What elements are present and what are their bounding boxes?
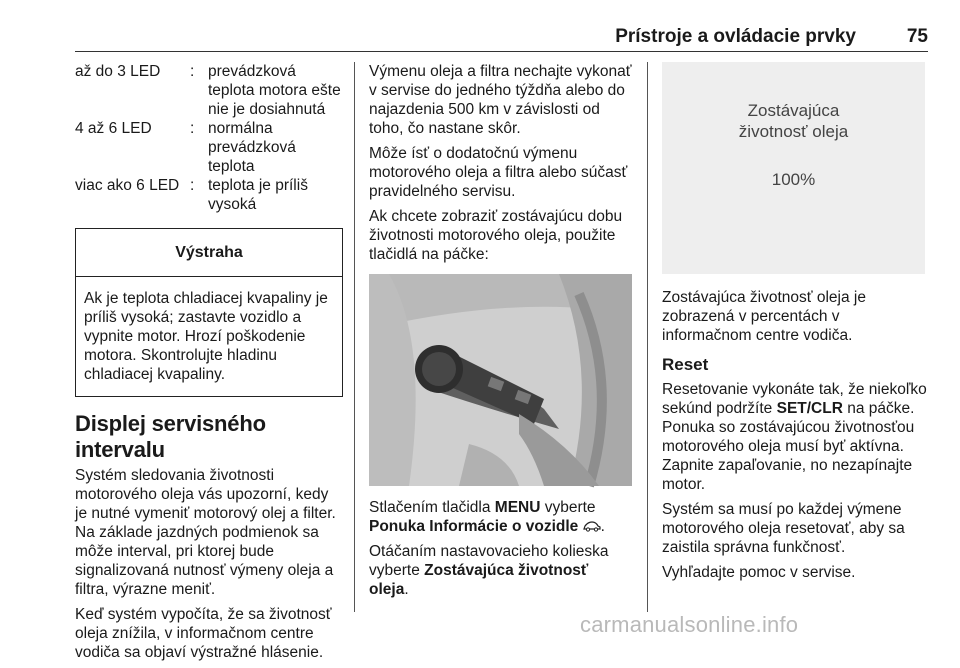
reset-heading: Reset <box>662 355 709 374</box>
paragraph: Môže ísť o dodatočnú výmenu motorového oleja a filtra alebo súčasť pravidelného servisu. <box>369 145 628 200</box>
column-divider <box>354 62 355 612</box>
section-heading: Displej servisného intervalu <box>75 411 266 462</box>
oil-life-value: 100% <box>771 170 816 189</box>
led-range: 4 až 6 LED <box>75 120 152 137</box>
paragraph: Ak chcete zobraziť zostávajúcu dobu životnosti motorového oleja, použite tlačidlá na páčke: <box>369 208 623 263</box>
text-run: vyberte <box>540 499 596 516</box>
paragraph <box>369 498 632 536</box>
page-title: Prístroje a ovládacie prvky <box>615 26 856 47</box>
column-right <box>662 62 928 588</box>
paragraph: Keď systém vypočíta, že sa životnosť oleja znížila, v informačnom centre vodiča sa objaví výstražné hlásenie. <box>75 606 332 661</box>
warning-body: Ak je teplota chladiacej kvapaliny je príliš vysoká; zastavte vozidlo a vypnite motor. Hrozí poškodenie motora. Skontrolujte hladinu chladiacej kvapaliny. <box>84 290 328 383</box>
menu-item-name: Zostávajúca životnosť oleja <box>369 562 589 598</box>
text-run: Otáčaním nastavovacieho kolieska vyberte <box>369 543 609 579</box>
display-line: životnosť oleja <box>738 122 849 141</box>
column-middle <box>369 62 632 605</box>
column-divider <box>647 62 648 612</box>
text-run: . <box>404 581 409 598</box>
display-title <box>662 100 925 142</box>
table-row <box>75 176 343 214</box>
led-sep: : <box>190 177 195 194</box>
led-sep: : <box>190 120 195 137</box>
oil-life-display <box>662 62 925 274</box>
led-range: viac ako 6 LED <box>75 177 180 194</box>
display-line: Zostávajúca <box>747 101 840 120</box>
table-row <box>75 62 343 119</box>
paragraph: Zostávajúca životnosť oleja je zobrazená v percentách v informačnom centre vodiča. <box>662 289 866 344</box>
text-run: Stlačením tlačidla <box>369 499 495 516</box>
page-header <box>75 22 928 52</box>
car-icon <box>583 521 601 532</box>
text-run: Resetovanie vykonáte tak, že niekoľko sekúnd podržíte <box>662 381 927 417</box>
paragraph: Systém sledovania životnosti motorového oleja vás upozorní, kedy je nutné vymeniť motorový olej a filter. Na základe jazdných podmienok sa môže interval, pri ktorej bude signalizovaná nutnosť výmeny oleja a filtra, výrazne meniť. <box>75 467 336 598</box>
menu-button-label: MENU <box>494 499 541 516</box>
paragraph: Výmenu oleja a filtra nechajte vykonať v servise do jedného týždňa alebo do najazdenia 500 km v závislosti od toho, čo nastane skôr. <box>369 63 632 137</box>
text-run: na páčke. Ponuka so zostávajúcou životnosťou motorového oleja musí byť aktívna. Zapnite zapaľovanie, no nezapínajte motor. <box>662 400 915 493</box>
column-left <box>75 62 343 668</box>
warning-title: Výstraha <box>76 229 342 277</box>
table-row <box>75 119 343 176</box>
led-desc: teplota je príliš vysoká <box>208 177 308 213</box>
button-name: SET/CLR <box>776 400 843 417</box>
led-range: až do 3 LED <box>75 63 161 80</box>
stalk-photo <box>369 274 632 486</box>
paragraph <box>369 542 632 599</box>
paragraph: Vyhľadajte pomoc v servise. <box>662 564 856 581</box>
text-run: . <box>600 518 605 535</box>
led-desc: normálna prevádzková teplota <box>208 120 296 175</box>
led-table <box>75 62 343 214</box>
warning-box <box>75 228 343 397</box>
watermark: carmanualsonline.info <box>580 612 799 637</box>
paragraph: Systém sa musí po každej výmene motorového oleja resetovať, aby sa zaistila správna funkčnosť. <box>662 501 905 556</box>
page-number: 75 <box>906 26 928 47</box>
paragraph <box>662 380 928 494</box>
menu-name: Ponuka Informácie o vozidle <box>369 518 579 535</box>
led-sep: : <box>190 63 195 80</box>
steering-stalk-illustration <box>369 274 632 486</box>
led-desc: prevádzková teplota motora ešte nie je dosiahnutá <box>208 63 341 118</box>
